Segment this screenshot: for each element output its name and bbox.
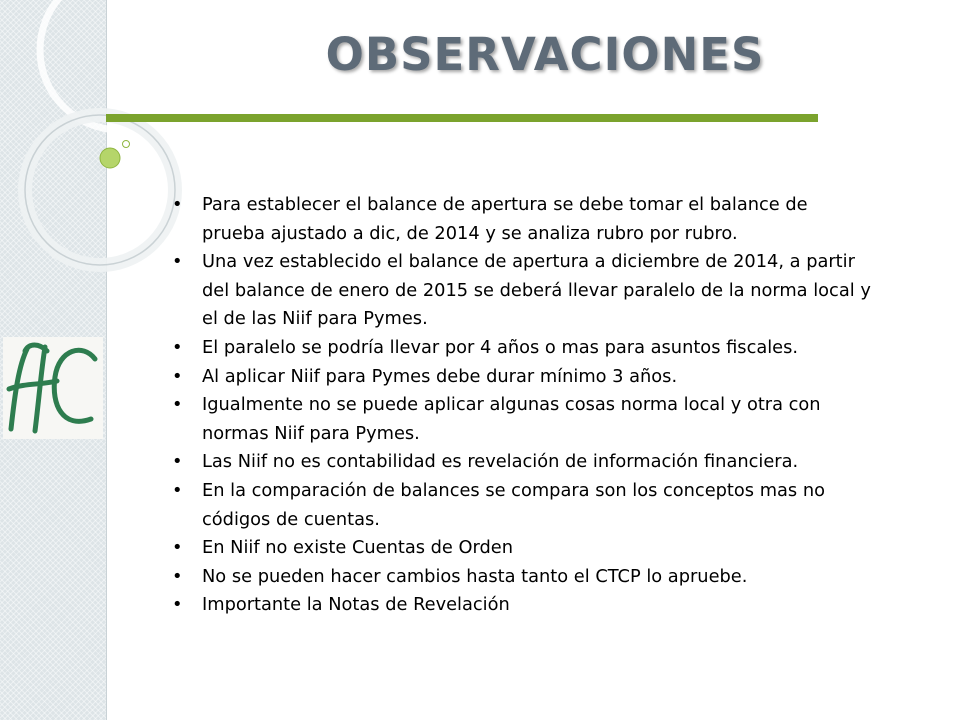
list-item: • No se pueden hacer cambios hasta tanto el CTCP lo apruebe. (172, 563, 872, 592)
title-underline (106, 114, 818, 122)
logo-monogram-icon (3, 337, 103, 439)
list-item: • Una vez establecido el balance de apertura a diciembre de 2014, a partir del balance de enero de 2015 se deberá llevar paralelo de la norma local y el de las Niif para Pymes. (172, 248, 872, 334)
list-item: • Igualmente no se puede aplicar algunas cosas norma local y otra con normas Niif para Pymes. (172, 391, 872, 448)
observations-list (172, 191, 872, 620)
small-ring-icon (123, 141, 130, 148)
list-item: • Al aplicar Niif para Pymes debe durar mínimo 3 años. (172, 363, 872, 392)
list-item: • Las Niif no es contabilidad es revelación de información financiera. (172, 448, 872, 477)
list-item: • El paralelo se podría llevar por 4 años o mas para asuntos fiscales. (172, 334, 872, 363)
hc-monogram-logo (3, 337, 103, 439)
list-item: • En Niif no existe Cuentas de Orden (172, 534, 872, 563)
page-title: OBSERVACIONES (325, 28, 765, 81)
list-item: • Importante la Notas de Revelación (172, 591, 872, 620)
list-item: • Para establecer el balance de apertura se debe tomar el balance de prueba ajustado a dic, de 2014 y se analiza rubro por rubro. (172, 191, 872, 248)
list-item: • En la comparación de balances se compara son los conceptos mas no códigos de cuentas. (172, 477, 872, 534)
